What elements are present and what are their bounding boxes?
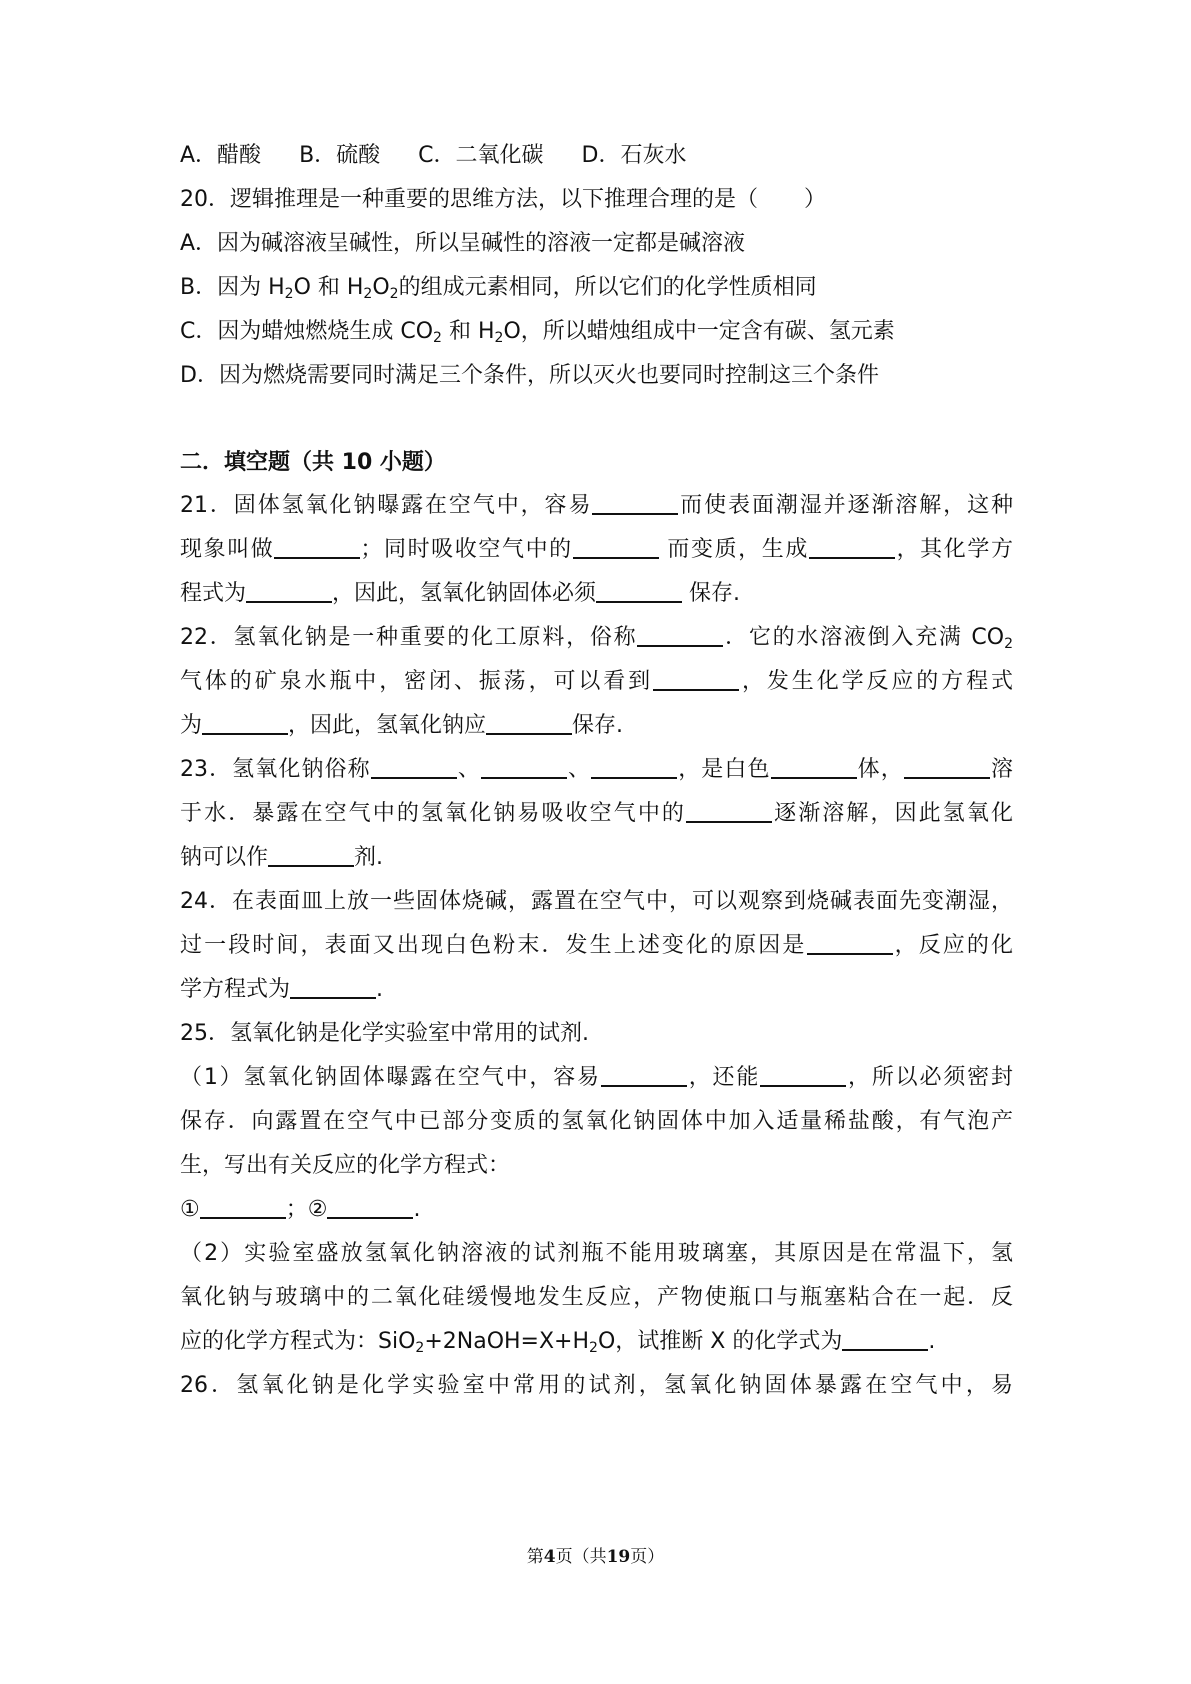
- answer-blank: [202, 711, 288, 735]
- page-number: 4: [543, 1547, 556, 1567]
- answer-blank: [591, 755, 677, 779]
- q19-options: [180, 141, 686, 171]
- q22-line-1: 22．氢氧化钠是一种重要的化工原料，俗称 ．它的水溶液倒入充满 $CO_2$: [180, 625, 1013, 652]
- q19-option-a: A．醋酸: [180, 143, 262, 168]
- q21-line-3: 程式为 ，因此，氢氧化钠固体必须 保存.: [180, 581, 741, 606]
- answer-blank: [486, 711, 572, 735]
- answer-blank: [290, 975, 376, 999]
- page-footer: 第4页（共19页）: [526, 1547, 665, 1567]
- answer-blank: [842, 1327, 928, 1351]
- answer-blank: [481, 755, 567, 779]
- q25-line-1: 25．氢氧化钠是化学实验室中常用的试剂.: [180, 1021, 589, 1046]
- q25-line-7: 氧化钠与玻璃中的二氧化硅缓慢地发生反应，产物使瓶口与瓶塞粘合在一起．反: [180, 1285, 1013, 1310]
- q22-line-2: 气体的矿泉水瓶中，密闭、振荡，可以看到 ，发生化学反应的方程式: [180, 669, 1013, 694]
- q25-line-6: （2）实验室盛放氢氧化钠溶液的试剂瓶不能用玻璃塞，其原因是在常温下，氢: [180, 1241, 1013, 1266]
- answer-blank: [904, 755, 990, 779]
- q19-option-c: C．二氧化碳: [418, 143, 544, 168]
- answer-blank: [596, 579, 682, 603]
- answer-blank: [760, 1063, 846, 1087]
- q22-line-3: 为 ，因此，氢氧化钠应 保存.: [180, 713, 624, 738]
- q21-line-1: 21．固体氢氧化钠曝露在空气中，容易 而使表面潮湿并逐渐溶解，这种: [180, 493, 1013, 518]
- q24-line-3: 学方程式为 .: [180, 977, 384, 1002]
- q23-line-2: 于水．暴露在空气中的氢氧化钠易吸收空气中的 逐渐溶解，因此氢氧化: [180, 801, 1013, 826]
- q23-line-3: 钠可以作 剂.: [180, 845, 384, 870]
- answer-blank: [653, 667, 739, 691]
- section-title: 二．填空题（共 10 小题）: [180, 450, 446, 475]
- answer-blank: [807, 931, 893, 955]
- q25-line-2: （1）氢氧化钠固体曝露在空气中，容易 ，还能 ，所以必须密封: [180, 1065, 1013, 1090]
- q24-line-1: 24．在表面皿上放一些固体烧碱，露置在空气中，可以观察到烧碱表面先变潮湿，: [180, 889, 1013, 914]
- answer-blank: [573, 535, 659, 559]
- total-pages: 19: [606, 1547, 631, 1567]
- answer-blank: [200, 1195, 286, 1219]
- q25-line-5: ① ；② .: [180, 1197, 421, 1222]
- answer-blank: [268, 843, 354, 867]
- q25-line-4: 生，写出有关反应的化学方程式：: [180, 1153, 511, 1178]
- answer-blank: [637, 623, 723, 647]
- q20-option-d: D．因为燃烧需要同时满足三个条件，所以灭火也要同时控制这三个条件: [180, 363, 879, 388]
- q20-option-a: A．因为碱溶液呈碱性，所以呈碱性的溶液一定都是碱溶液: [180, 231, 746, 256]
- answer-blank: [601, 1063, 687, 1087]
- q26-line-1: 26．氢氧化钠是化学实验室中常用的试剂，氢氧化钠固体暴露在空气中，易: [180, 1373, 1013, 1398]
- q25-line-3: 保存．向露置在空气中已部分变质的氢氧化钠固体中加入适量稀盐酸，有气泡产: [180, 1109, 1013, 1134]
- answer-blank: [274, 535, 360, 559]
- q20-option-b: B．因为 $H_2O$ 和 $H_2O_2$的组成元素相同，所以它们的化学性质相同: [180, 275, 817, 302]
- answer-blank: [686, 799, 772, 823]
- q25-line-8: 应的化学方程式为：$SiO_2+2NaOH=X+H_2O$，试推断 X 的化学式为 .: [180, 1329, 936, 1356]
- answer-blank: [246, 579, 332, 603]
- q21-line-2: 现象叫做 ；同时吸收空气中的 而变质，生成 ，其化学方: [180, 537, 1013, 562]
- q19-option-b: B．硫酸: [299, 143, 381, 168]
- answer-blank: [371, 755, 457, 779]
- answer-blank: [809, 535, 895, 559]
- q20-stem: 20．逻辑推理是一种重要的思维方法，以下推理合理的是（ ）: [180, 187, 827, 212]
- q19-option-d: D．石灰水: [581, 143, 687, 168]
- q23-line-1: 23．氢氧化钠俗称 、 、 ，是白色 体， 溶: [180, 757, 1013, 782]
- q20-option-c: C．因为蜡烛燃烧生成 $CO_2$ 和 $H_2O$，所以蜡烛组成中一定含有碳、氢元素: [180, 319, 895, 346]
- answer-blank: [327, 1195, 413, 1219]
- q24-line-2: 过一段时间，表面又出现白色粉末．发生上述变化的原因是 ，反应的化: [180, 933, 1013, 958]
- answer-blank: [771, 755, 857, 779]
- answer-blank: [592, 491, 678, 515]
